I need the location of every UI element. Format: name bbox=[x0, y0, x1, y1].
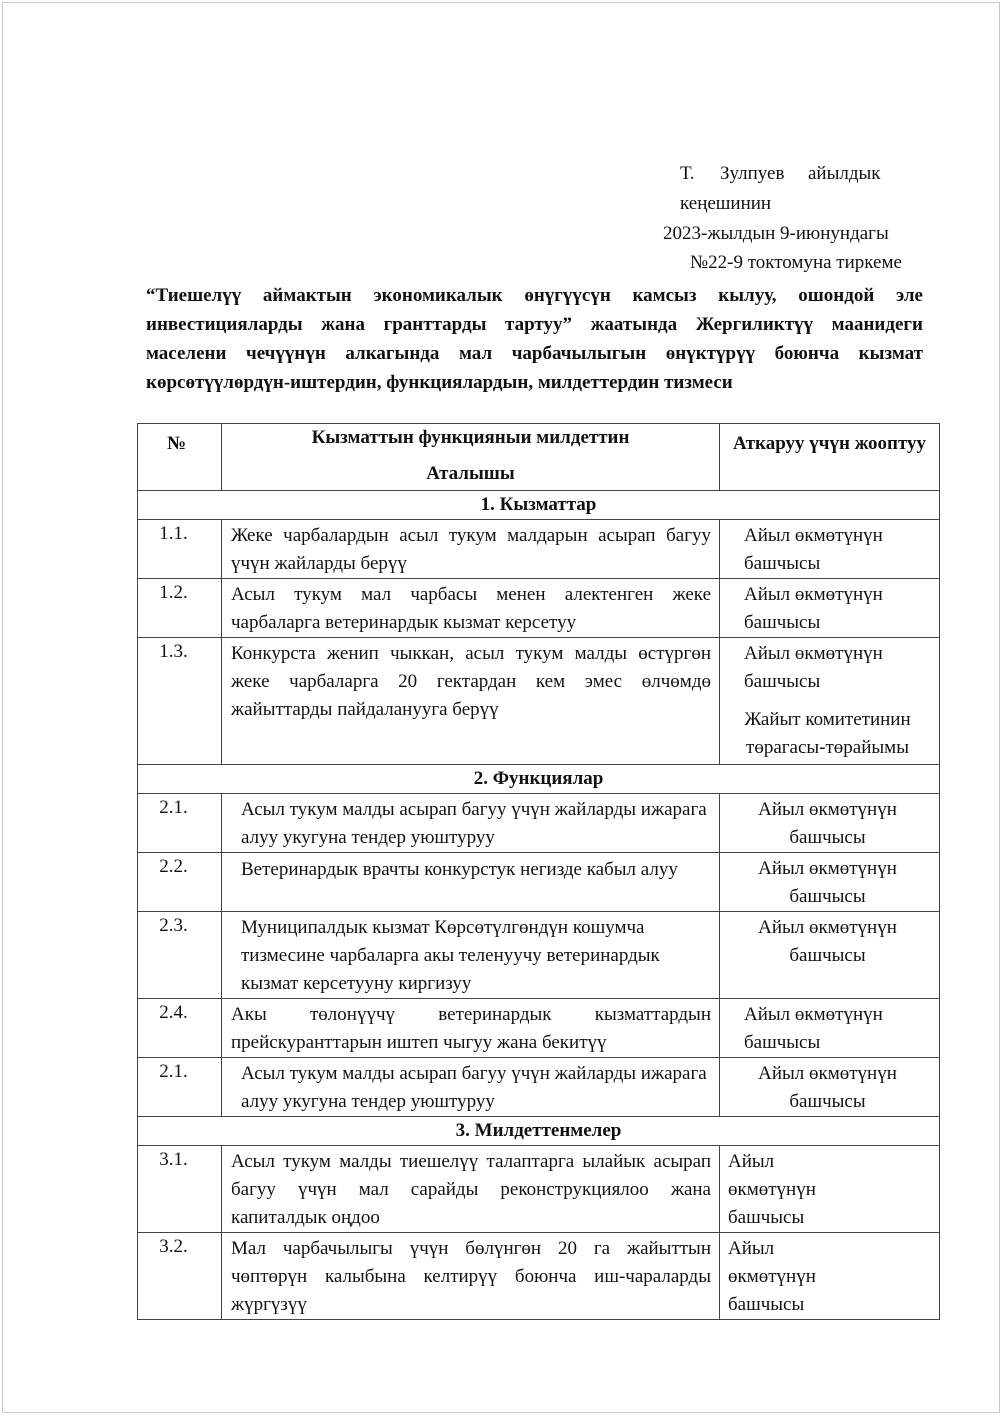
table-row bbox=[138, 638, 940, 765]
row-number: 3.1. bbox=[138, 1146, 222, 1233]
table-row bbox=[138, 579, 940, 638]
row-responsible: Айыл өкмөтүнүн башчысы bbox=[720, 853, 940, 912]
table-header-row bbox=[138, 424, 940, 491]
table-row bbox=[138, 853, 940, 912]
row-name: Асыл тукум мал чарбасы менен алектенген жеке чарбаларга ветеринардык кызмат керсетуу bbox=[222, 579, 720, 638]
row-responsible: Айыл өкмөтүнүн башчысы bbox=[720, 999, 940, 1058]
header-responsible: Аткаруу үчүн жооптуу bbox=[720, 424, 940, 491]
row-number: 2.3. bbox=[138, 912, 222, 999]
row-number: 1.2. bbox=[138, 579, 222, 638]
header-word-3: айылдык bbox=[807, 163, 881, 184]
duties-table bbox=[137, 423, 940, 1320]
table-row bbox=[138, 912, 940, 999]
row-responsible: Айыл өкмөтүнүн башчысы bbox=[720, 794, 940, 853]
row-responsible: Айыл өкмөтүнүн башчысы bbox=[720, 579, 940, 638]
table-row bbox=[138, 520, 940, 579]
header-line-1 bbox=[680, 161, 880, 187]
row-name: Асыл тукум малды асырап багуу үчүн жайларды ижарага алуу укугуна тендер уюштуруу bbox=[222, 794, 720, 853]
row-responsible-secondary: Жайыт комитетинин төрагасы-төрайымы bbox=[744, 709, 911, 758]
row-name: Жеке чарбалардын асыл тукум малдарын асырап багуу үчүн жайларды берүү bbox=[222, 520, 720, 579]
document-title: “Тиешелүү аймактын экономикалык өнүгүүсүн камсыз кылуу, ошондой эле инвестицияларды жана гранттарды тартуу” жаатында Жергиликтүү маанидеги маселени чечүүнүн алкагында мал чарбачылыгын өнүктүрүү боюнча кызмат көрсөтүүлөрдүн-иштердин, функциялардын, милдеттердин тизмеси bbox=[146, 285, 923, 393]
table-row bbox=[138, 1233, 940, 1320]
row-number: 2.1. bbox=[138, 794, 222, 853]
row-number: 1.3. bbox=[138, 638, 222, 765]
row-responsible-primary: Айыл өкмөтүнүн башчысы bbox=[744, 643, 883, 692]
section-row-2 bbox=[138, 765, 940, 794]
section-title-2: 2. Функциялар bbox=[138, 765, 940, 794]
header-name-top: Кызматтын функцияныи милдеттин bbox=[311, 427, 630, 448]
table-row bbox=[138, 1058, 940, 1117]
row-name: Ветеринардык врачты конкурстук негизде кабыл алуу bbox=[222, 853, 720, 912]
row-name: Муниципалдык кызмат Көрсөтүлгөндүн кошумча тизмесине чарбаларга акы теленуучу ветеринардык кызмат керсетууну киргизуу bbox=[222, 912, 720, 999]
section-title-3: 3. Милдеттенмелер bbox=[138, 1117, 940, 1146]
row-responsible bbox=[720, 638, 940, 765]
row-number: 1.1. bbox=[138, 520, 222, 579]
row-name: Асыл тукум малды асырап багуу үчүн жайларды ижарага алуу укугуна тендер уюштуруу bbox=[222, 1058, 720, 1117]
row-number: 2.2. bbox=[138, 853, 222, 912]
header-line-3: 2023-жылдын 9-июнундагы bbox=[663, 223, 889, 244]
header-name-bottom: Аталышы bbox=[426, 463, 515, 484]
section-row-3 bbox=[138, 1117, 940, 1146]
row-responsible: Айыл өкмөтүнүн башчысы bbox=[720, 1058, 940, 1117]
row-responsible: Айыл өкмөтүнүн башчысы bbox=[720, 1146, 940, 1233]
header-word-2: Зулпуев bbox=[719, 163, 785, 184]
header-line-4: №22-9 токтомуна тиркеме bbox=[690, 252, 902, 273]
row-number: 3.2. bbox=[138, 1233, 222, 1320]
row-name: Конкурста женип чыккан, асыл тукум малды өстүргөн жеке чарбаларга 20 гектардан кем эмес өлчөмдө жайыттарды пайдаланууга берүү bbox=[222, 638, 720, 765]
section-row-1 bbox=[138, 491, 940, 520]
row-number: 2.1. bbox=[138, 1058, 222, 1117]
header-num: № bbox=[138, 424, 222, 491]
table-row bbox=[138, 794, 940, 853]
section-title-1: 1. Кызматтар bbox=[138, 491, 940, 520]
row-name: Мал чарбачылыгы үчүн бөлүнгөн 20 га жайыттын чөптөрүн калыбына келтирүү боюнча иш-чараларды жүргүзүү bbox=[222, 1233, 720, 1320]
row-responsible: Айыл өкмөтүнүн башчысы bbox=[720, 1233, 940, 1320]
row-responsible: Айыл өкмөтүнүн башчысы bbox=[720, 912, 940, 999]
header-name bbox=[222, 424, 720, 491]
row-name: Асыл тукум малды тиешелүү талаптарга ылайык асырап багуу үчүн мал сарайды реконструкциялоо жана капиталдык оңдоо bbox=[222, 1146, 720, 1233]
header-line-2: кеңешинин bbox=[680, 193, 772, 214]
header-word-1: Т. bbox=[680, 163, 695, 184]
row-responsible: Айыл өкмөтүнүн башчысы bbox=[720, 520, 940, 579]
row-number: 2.4. bbox=[138, 999, 222, 1058]
table-row bbox=[138, 1146, 940, 1233]
table-row bbox=[138, 999, 940, 1058]
row-name: Акы төлонүүчү ветеринардык кызматтардын прейскуранттарын иштеп чыгуу жана бекитүү bbox=[222, 999, 720, 1058]
